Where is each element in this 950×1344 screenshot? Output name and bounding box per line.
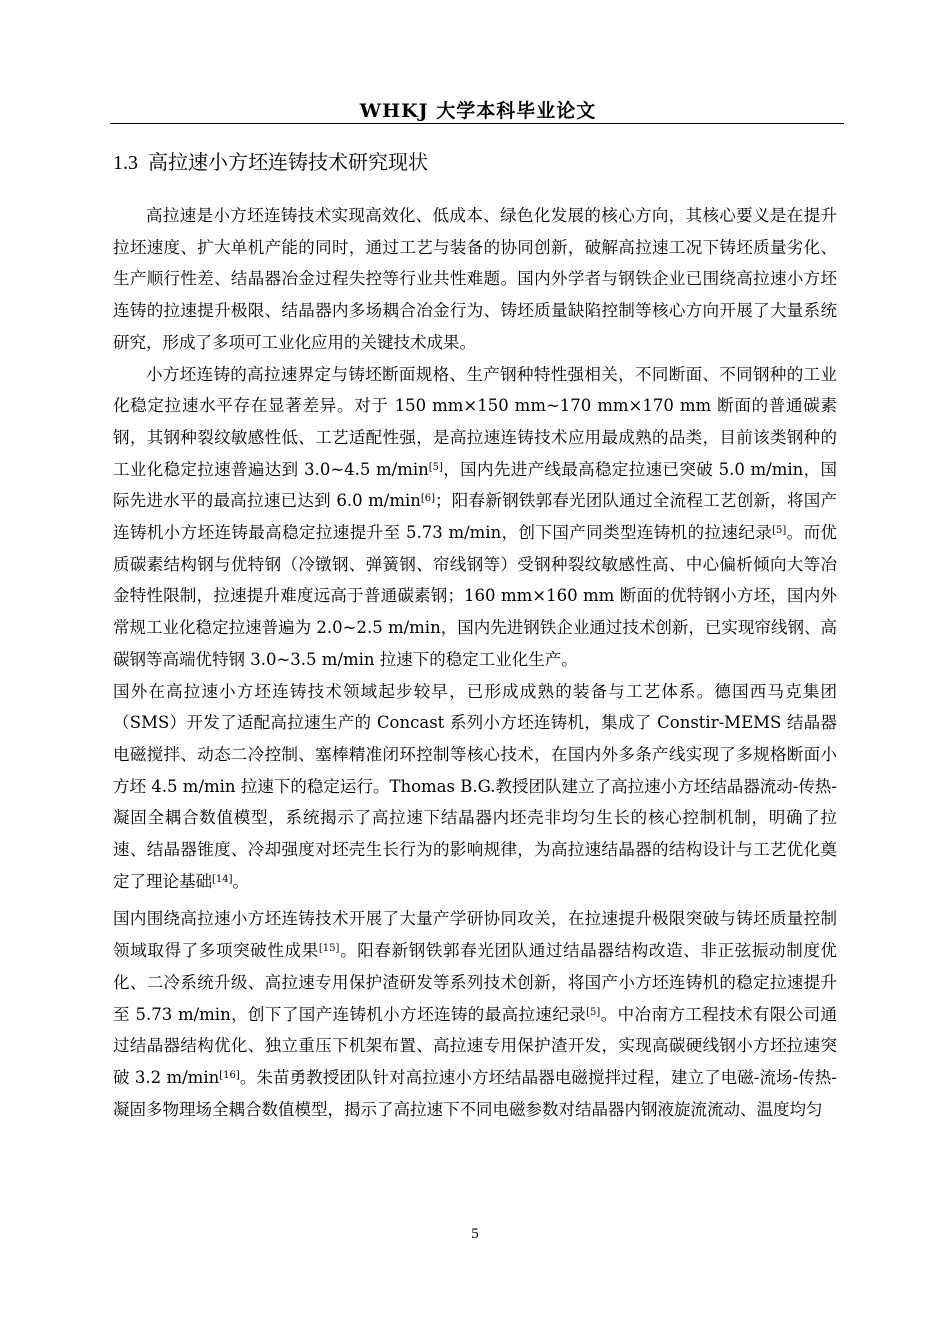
paragraph [113, 903, 837, 1125]
citation-marker: [14] [212, 873, 233, 885]
citation-marker: [5] [772, 525, 787, 537]
page-number: 5 [471, 1226, 479, 1242]
citation-marker: [15] [318, 943, 340, 955]
citation-marker: [16] [219, 1069, 240, 1081]
paragraph-text: 小方坯连铸的高拉速界定与铸坯断面规格、生产钢种特性强相关，不同断面、不同钢种的工业化稳定拉速水平存在显著差异。对于 150 mm×150 mm~170 mm×170 mm 断面的普通碳素钢，其钢种裂纹敏感性低、工艺适配性强，是高拉速连铸技术应用最成熟的品类，目前该类钢种的工业化稳定拉速普遍达到 3.0~4.5 m/min [113, 364, 837, 479]
citation-marker: [5] [428, 461, 443, 473]
paragraph [113, 676, 837, 898]
paragraph [113, 359, 837, 676]
paragraph-text: 。阳春新钢铁郭春光团队通过结晶器结构改造、非正弦振动制度优化、二冷系统升级、高拉速专用保护渣研发等系列技术创新，将国产小方坯连铸机的稳定拉速提升至 5.73 m/min，创下了国产连铸机小方坯连铸的最高拉速纪录 [113, 941, 838, 1024]
section-title-text: 高拉速小方坯连铸技术研究现状 [148, 150, 428, 174]
paragraph-text: 。而优质碳素结构钢与优特钢（冷镦钢、弹簧钢、帘线钢等）受钢种裂纹敏感性高、中心偏析倾向大等冶金特性限制，拉速提升难度远高于普通碳素钢；160 mm×160 mm 断面的优特钢小方坯，国内外常规工业化稳定拉速普遍为 2.0~2.5 m/min，国内先进钢铁企业通过技术创新，已实现帘线钢、高碳钢等高端优特钢 3.0~3.5 m/min 拉速下的稳定工业化生产。 [113, 523, 837, 669]
citation-marker: [5] [586, 1006, 601, 1018]
section-number: 1.3 [113, 152, 138, 174]
thesis-header: WHKJ 大学本科毕业论文 [359, 100, 597, 122]
body-text [113, 200, 837, 1125]
paragraph-text: 。 [232, 871, 250, 891]
section-heading [113, 146, 428, 175]
paragraph-text: 国外在高拉速小方坯连铸技术领域起步较早，已形成成熟的装备与工艺体系。德国西马克集团（SMS）开发了适配高拉速生产的 Concast 系列小方坯连铸机，集成了 Constir-MEMS 结晶器电磁搅拌、动态二冷控制、塞棒精准闭环控制等核心技术，在国内外多条产线实现了多规格断面小方坯 4.5 m/min 拉速下的稳定运行。Thomas B.G.教授团队建立了高拉速小方坯结晶器流动-传热-凝固全耦合数值模型，系统揭示了高拉速下结晶器内坯壳非均匀生长的核心控制机制，明确了拉速、结晶器锥度、冷却强度对坯壳生长行为的影响规律，为高拉速结晶器的结构设计与工艺优化奠定了理论基础 [113, 681, 837, 891]
header-divider [110, 123, 844, 124]
paragraph-text: 。朱苗勇教授团队针对高拉速小方坯结晶器电磁搅拌过程，建立了电磁-流场-传热-凝固多物理场全耦合数值模型，揭示了高拉速下不同电磁参数对结晶器内钢液旋流流动、温度均匀 [113, 1067, 837, 1119]
paragraph-text: ，国内先进产线最高稳定拉速已突破 5.0 m/min，国际先进水平的最高拉速已达到 6.0 m/min [113, 459, 837, 511]
paragraph-text: 高拉速是小方坯连铸技术实现高效化、低成本、绿色化发展的核心方向，其核心要义是在提升拉坯速度、扩大单机产能的同时，通过工艺与装备的协同创新，破解高拉速工况下铸坯质量劣化、生产顺行性差、结晶器冶金过程失控等行业共性难题。国内外学者与钢铁企业已围绕高拉速小方坯连铸的拉速提升极限、结晶器内多场耦合冶金行为、铸坯质量缺陷控制等核心方向开展了大量系统研究，形成了多项可工业化应用的关键技术成果。 [113, 206, 837, 352]
paragraph-text: ；阳春新钢铁郭春光团队通过全流程工艺创新，将国产连铸机小方坯连铸最高稳定拉速提升至 5.73 m/min，创下国产同类型连铸机的拉速纪录 [113, 491, 837, 543]
paragraph-text: 。中冶南方工程技术有限公司通过结晶器结构优化、独立重压下机架布置、高拉速专用保护渣开发，实现高碳硬线钢小方坯拉速突破 3.2 m/min [113, 1004, 837, 1087]
paragraph-text: 国内围绕高拉速小方坯连铸技术开展了大量产学研协同攻关，在拉速提升极限突破与铸坯质量控制领域取得了多项突破性成果 [113, 909, 837, 961]
citation-marker: [6] [420, 493, 436, 505]
paragraph [113, 200, 837, 359]
